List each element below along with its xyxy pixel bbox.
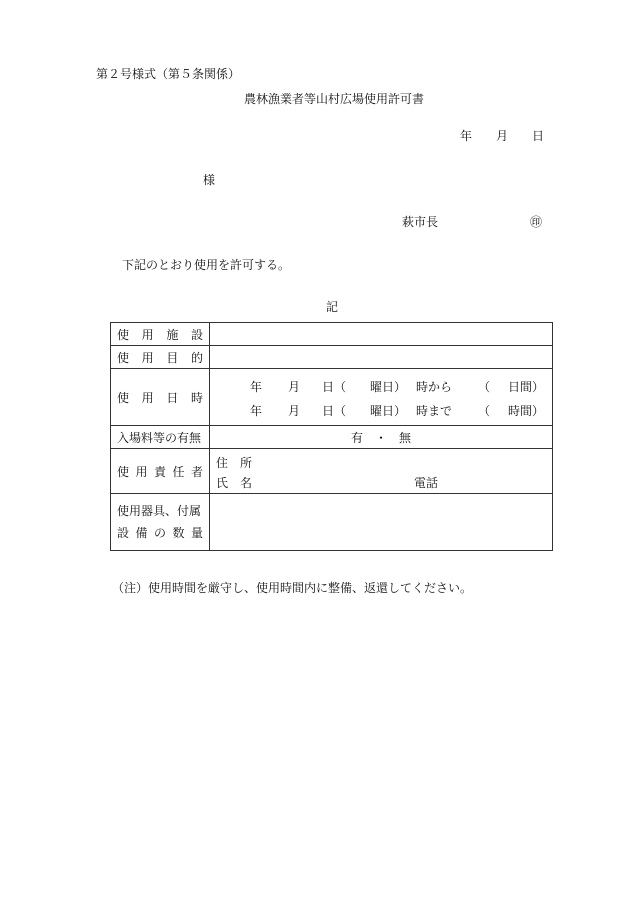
fee-choice[interactable]: 有 ・ 無 xyxy=(210,426,553,449)
manager-label: 使 用 責 任 者 xyxy=(111,449,210,494)
purpose-value-cell[interactable] xyxy=(210,346,553,369)
phone-label: 電話 xyxy=(414,476,439,490)
address-label: 住 所 xyxy=(216,456,253,470)
manager-value-cell[interactable] xyxy=(210,449,553,494)
fee-label: 入場料等の有無 xyxy=(111,426,210,449)
document-title: 農林漁業者等山村広場使用許可書 xyxy=(244,92,425,106)
table-row-datetime xyxy=(111,369,553,426)
table-row-purpose xyxy=(111,346,553,369)
manager-name-line xyxy=(210,471,552,491)
table-row-facility xyxy=(111,323,553,346)
addressee-honorific: 様 xyxy=(203,173,216,187)
form-number: 第２号様式（第５条関係） xyxy=(96,67,241,81)
issuer-name: 萩市長 xyxy=(402,215,439,229)
seal-mark: ㊞ xyxy=(530,215,543,229)
datetime-start-line: 年 月 日（ 曜日） 時から （ 日間） xyxy=(250,380,545,394)
datetime-value-cell[interactable] xyxy=(210,369,553,426)
purpose-label: 使 用 目 的 xyxy=(111,346,210,369)
facility-label: 使 用 施 設 xyxy=(111,323,210,346)
year-label: 年 xyxy=(460,129,473,143)
datetime-label: 使 用 日 時 xyxy=(111,369,210,426)
permit-details-table xyxy=(110,322,553,551)
table-row-fee xyxy=(111,426,553,449)
issue-date xyxy=(460,129,544,143)
usage-note: （注）使用時間を厳守し、使用時間内に整備、返還してください。 xyxy=(112,581,473,595)
manager-address-line xyxy=(210,451,552,471)
equipment-label: 使用器具、付属 設 備 の 数 量 xyxy=(111,494,210,551)
table-row-equipment xyxy=(111,494,553,551)
datetime-end-line: 年 月 日（ 曜日） 時まで （ 時間） xyxy=(250,404,545,418)
permission-statement: 下記のとおり使用を許可する。 xyxy=(122,258,291,272)
ki-heading: 記 xyxy=(326,300,339,314)
equipment-value-cell[interactable] xyxy=(210,494,553,551)
day-label: 日 xyxy=(531,129,544,143)
month-label: 月 xyxy=(495,129,508,143)
name-label: 氏 名 xyxy=(216,476,253,490)
facility-value-cell[interactable] xyxy=(210,323,553,346)
table-row-manager xyxy=(111,449,553,494)
